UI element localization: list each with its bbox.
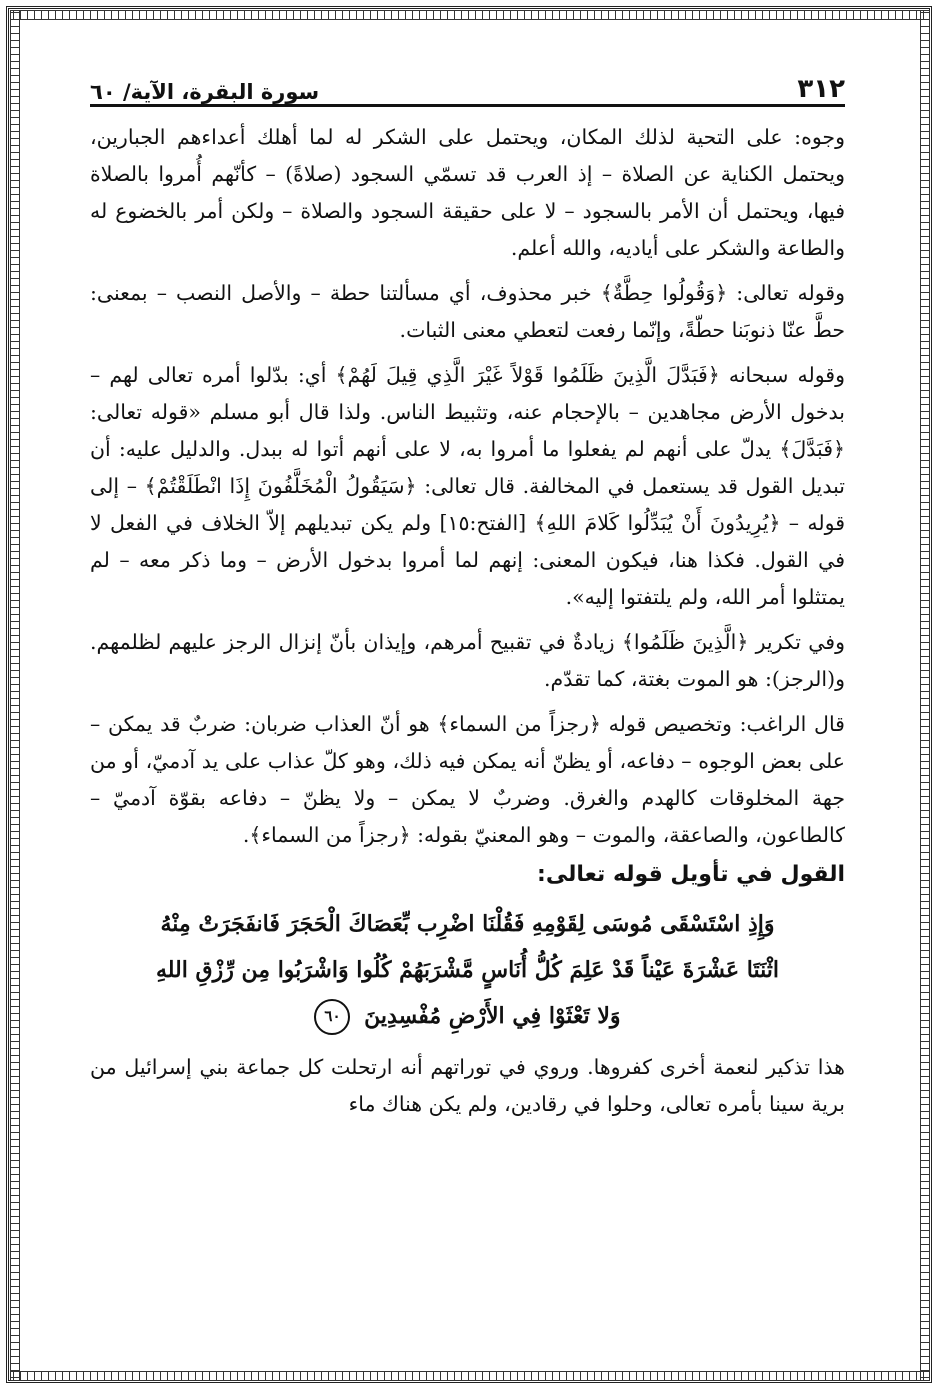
verse-line-3-text: وَلا تَعْثَوْا فِي الأَرْضِ مُفْسِدِينَ: [364, 1003, 621, 1029]
decorative-border-top: [10, 10, 930, 20]
verse-line-1: وَإِذِ اسْتَسْقَى مُوسَى لِقَوْمِهِ فَقُلْنَا اضْرِب بِّعَصَاكَ الْحَجَرَ فَانفَجَرَتْ مِنْهُ: [160, 911, 775, 937]
page-number: ٣١٢: [797, 74, 845, 104]
section-heading: القول في تأويل قوله تعالى:: [537, 862, 845, 887]
verse-line-3: [90, 993, 845, 1039]
paragraph-3: وقوله سبحانه ﴿فَبَدَّلَ الَّذِينَ ظَلَمُوا قَوْلاً غَيْرَ الَّذِي قِيلَ لَهُمْ﴾ أي: بدّلوا أمره تعالى لهم – بدخول الأرض مجاهدين – بالإحجام عنه، وتثبيط الناس. ولذا قال أبو مسلم «قوله تعالى: ﴿فَبَدَّلَ﴾ يدلّ على أنهم لم يفعلوا ما أمروا به، لا على أنهم أتوا له ببدل. والدليل عليه: أن تبديل القول قد يستعمل في المخالفة. قال تعالى: ﴿سَيَقُولُ الْمُخَلَّفُونَ إِذَا انْطَلَقْتُمْ﴾ – إلى قوله – ﴿يُرِيدُونَ أَنْ يُبَدِّلُوا كَلامَ اللهِ﴾ [الفتح:١٥] ولم يكن تبديلهم إلاّ الخلاف في الفعل لا في القول. فكذا هنا، فيكون المعنى: إنهم لما أمروا بدخول الأرض – وما ذكر معه – لم يمتثلوا أمر الله، ولم يلتفتوا إليه».: [90, 363, 845, 609]
paragraph-2: وقوله تعالى: ﴿وَقُولُوا حِطَّةٌ﴾ خبر محذوف، أي مسألتنا حطة – والأصل النصب – بمعنى: حطَّ عنّا ذنوبَنا حطّةً، وإنّما رفعت لتعطي معنى الثبات.: [90, 281, 845, 342]
verse-line-2: اثْنَتَا عَشْرَةَ عَيْناً قَدْ عَلِمَ كُلُّ أُنَاسٍ مَّشْرَبَهُمْ كُلُوا وَاشْرَبُوا مِن رِّزْقِ اللهِ: [155, 957, 780, 983]
closing-paragraph: هذا تذكير لنعمة أخرى كفروها. وروي في توراتهم أنه ارتحلت كل جماعة بني إسرائيل من برية سينا بأمره تعالى، وحلوا في رقادين، ولم يكن هناك ماء: [90, 1055, 845, 1116]
quran-verse: [90, 901, 845, 1039]
running-title: سورة البقرة، الآية/ ٦٠: [90, 80, 320, 104]
decorative-border-bottom: [10, 1371, 930, 1381]
paragraph-1: وجوه: على التحية لذلك المكان، ويحتمل على الشكر له لما أهلك أعداءهم الجبارين، ويحتمل الكناية عن الصلاة – إذ العرب قد تسمّي السجود (صلاةً) – كأنّهم أُمروا بالصلاة فيها، ويحتمل أن الأمر بالسجود – لا على حقيقة السجود والصلاة – ولكن أمر بالخضوع له والطاعة والشكر على أياديه، والله أعلم.: [90, 125, 845, 260]
ayah-number-marker: ٦٠: [314, 999, 350, 1035]
paragraph-4: وفي تكرير ﴿الَّذِينَ ظَلَمُوا﴾ زيادةٌ في تقبيح أمرهم، وإيذان بأنّ إنزال الرجز عليهم لظلمهم. و(الرجز): هو الموت بغتة، كما تقدّم.: [90, 630, 845, 691]
page-content: [90, 60, 845, 1310]
page-header: [90, 60, 845, 107]
decorative-border-left: [10, 10, 20, 1381]
paragraph-5: قال الراغب: وتخصيص قوله ﴿رجزاً من السماء﴾ هو أنّ العذاب ضربان: ضربٌ قد يمكن – على بعض الوجوه – دفاعه، أو يظنّ أنه يمكن فيه ذلك، وهو كلّ عذاب على يد آدميّ، أو من جهة المخلوقات كالهدم والغرق. وضربٌ لا يمكن – ولا يظنّ – دفاعه بقوّة آدميّ – كالطاعون، والصاعقة، والموت – وهو المعنيّ بقوله: ﴿رجزاً من السماء﴾.: [90, 712, 845, 847]
decorative-border-right: [920, 10, 930, 1381]
